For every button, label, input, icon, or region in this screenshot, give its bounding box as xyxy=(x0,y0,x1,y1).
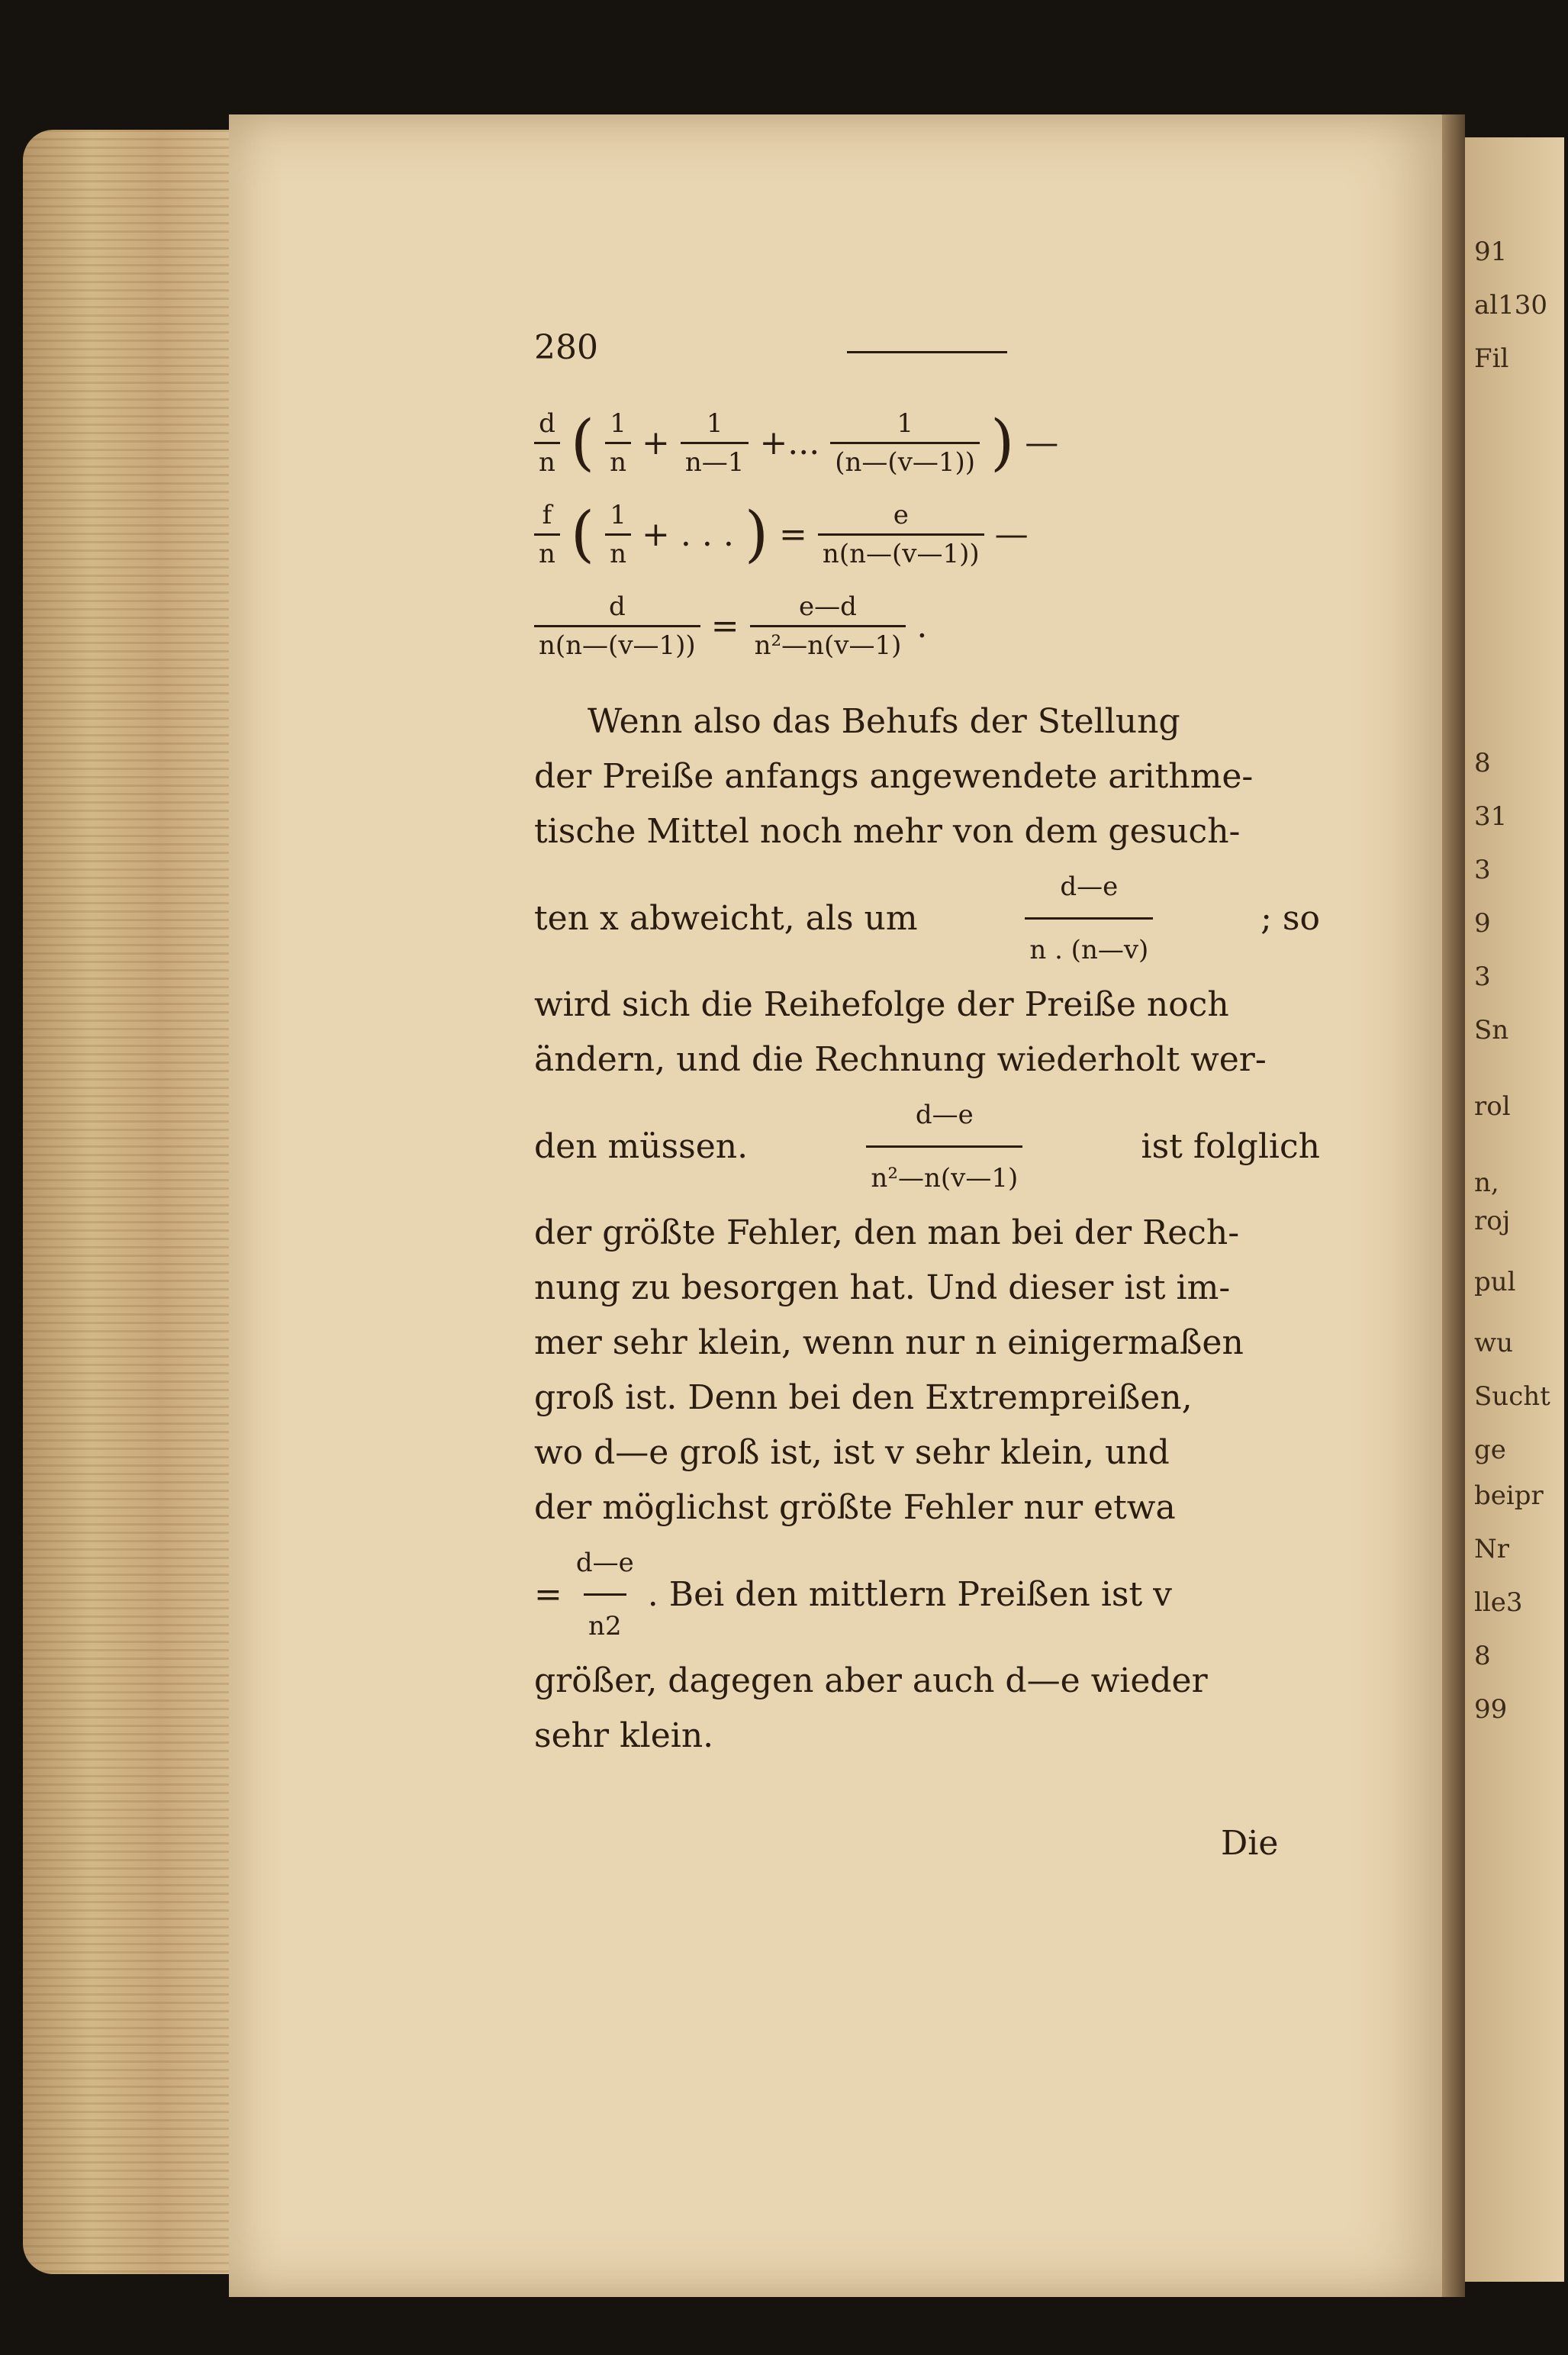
fraction-denominator: n xyxy=(605,533,631,569)
text-line: der Preiße anfangs angewendete arithme- xyxy=(534,757,1254,796)
text-line: nung zu besorgen hat. Und dieser ist im- xyxy=(534,1268,1231,1307)
operator: . xyxy=(916,606,928,646)
header-rule xyxy=(847,351,1007,353)
facing-text-fragment: 3 xyxy=(1474,855,1491,885)
facing-page-edge xyxy=(1465,137,1564,2282)
page-content xyxy=(534,328,1320,1863)
facing-text-fragment: 9 xyxy=(1474,908,1491,939)
facing-text-fragment: Sn xyxy=(1474,1015,1509,1045)
fraction-denominator: n2 xyxy=(584,1593,626,1654)
fraction-denominator: n—1 xyxy=(681,442,749,478)
facing-text-fragment: pul xyxy=(1474,1267,1516,1297)
text-segment: den müssen. xyxy=(534,1126,749,1166)
fraction-denominator: (n—(v—1)) xyxy=(830,442,980,478)
fraction-numerator: f xyxy=(542,499,552,530)
book-gutter xyxy=(1442,114,1465,2297)
fraction xyxy=(605,500,631,569)
page-edges xyxy=(23,130,252,2274)
facing-text-fragment: al130 xyxy=(1474,290,1548,321)
fraction xyxy=(681,408,749,478)
catchword: Die xyxy=(1221,1824,1279,1863)
formula-line-1 xyxy=(534,397,1320,488)
fraction-numerator: d—e xyxy=(915,1100,974,1130)
equals-sign: = xyxy=(710,606,739,646)
facing-text-fragment: lle3 xyxy=(1474,1587,1523,1618)
fraction xyxy=(1025,859,1153,978)
formula-line-2 xyxy=(534,488,1320,580)
facing-text-fragment: 8 xyxy=(1474,1641,1491,1671)
facing-text-fragment: 31 xyxy=(1474,801,1508,832)
text-line: der möglichst größte Fehler nur etwa xyxy=(534,1488,1176,1527)
text-segment: ; so xyxy=(1261,898,1320,938)
fraction-numerator: d—e xyxy=(1060,871,1119,902)
fraction-denominator: n xyxy=(534,442,560,478)
fraction-numerator: 1 xyxy=(706,408,723,439)
facing-text-fragment: Nr xyxy=(1474,1534,1510,1564)
fraction-denominator: n(n—(v—1)) xyxy=(534,625,700,661)
facing-text-fragment: 8 xyxy=(1474,748,1491,778)
close-paren: ) xyxy=(744,498,769,569)
fraction-numerator: d—e xyxy=(575,1548,634,1578)
operator: + xyxy=(642,423,670,462)
text-line: wo d—e groß ist, ist v sehr klein, und xyxy=(534,1433,1170,1472)
text-line: der größte Fehler, den man bei der Rech- xyxy=(534,1213,1240,1252)
facing-text-fragment: ge xyxy=(1474,1435,1506,1465)
facing-text-fragment: beipr xyxy=(1474,1480,1544,1511)
fraction-denominator: n . (n—v) xyxy=(1025,917,1153,978)
text-line: größer, dagegen aber auch d—e wieder xyxy=(534,1661,1208,1700)
fraction-numerator: 1 xyxy=(897,408,913,439)
text-line xyxy=(534,859,1320,978)
text-line: tische Mittel noch mehr von dem gesuch- xyxy=(534,812,1241,851)
fraction-denominator: n xyxy=(605,442,631,478)
fraction-numerator: e—d xyxy=(799,591,857,622)
text-segment: . Bei den mittlern Preißen ist v xyxy=(647,1574,1173,1614)
facing-text-fragment: 3 xyxy=(1474,962,1491,992)
operator: + . . . xyxy=(642,514,734,554)
fraction-denominator: n²—n(v—1) xyxy=(866,1145,1022,1206)
text-line: Wenn also das Behufs der Stellung xyxy=(588,702,1180,741)
facing-text-fragment: rol xyxy=(1474,1091,1511,1122)
page-number: 280 xyxy=(534,328,598,367)
text-segment: ten x abweicht, als um xyxy=(534,898,918,938)
facing-text-fragment: 99 xyxy=(1474,1694,1508,1725)
text-line xyxy=(534,1535,1320,1654)
facing-text-fragment: Sucht xyxy=(1474,1381,1550,1412)
facing-text-fragment: wu xyxy=(1474,1328,1513,1358)
operator: — xyxy=(994,514,1029,554)
fraction xyxy=(534,591,700,661)
fraction xyxy=(534,408,560,478)
fraction xyxy=(605,408,631,478)
text-line: ändern, und die Rechnung wiederholt wer- xyxy=(534,1040,1267,1079)
page-header xyxy=(534,328,1320,382)
facing-text-fragment: n, xyxy=(1474,1168,1499,1198)
formula-block xyxy=(534,397,1320,672)
equals-sign: = xyxy=(779,514,807,554)
fraction-denominator: n²—n(v—1) xyxy=(750,625,906,661)
equals-sign: = xyxy=(534,1574,562,1614)
fraction-numerator: d xyxy=(608,591,626,622)
open-paren: ( xyxy=(570,407,595,478)
text-line: mer sehr klein, wenn nur n einigermaßen xyxy=(534,1323,1244,1362)
operator: — xyxy=(1025,423,1059,462)
fraction-numerator: e xyxy=(893,499,909,530)
fraction xyxy=(571,1535,639,1654)
fraction-numerator: 1 xyxy=(610,499,626,530)
text-line xyxy=(534,1087,1320,1206)
open-paren: ( xyxy=(570,498,595,569)
text-segment: ist folglich xyxy=(1141,1126,1320,1166)
fraction-denominator: n xyxy=(534,533,560,569)
fraction-denominator: n(n—(v—1)) xyxy=(818,533,984,569)
facing-text-fragment: Fil xyxy=(1474,343,1509,374)
formula-line-3 xyxy=(534,580,1320,672)
fraction-numerator: d xyxy=(539,408,555,439)
fraction xyxy=(534,500,560,569)
fraction xyxy=(750,591,906,661)
facing-text-fragment: roj xyxy=(1474,1206,1511,1236)
text-line: wird sich die Reihefolge der Preiße noch xyxy=(534,985,1229,1024)
fraction xyxy=(866,1087,1022,1206)
fraction xyxy=(830,408,980,478)
fraction-numerator: 1 xyxy=(610,408,626,439)
fraction xyxy=(818,500,984,569)
text-line: groß ist. Denn bei den Extrempreißen, xyxy=(534,1378,1193,1417)
body-paragraph xyxy=(534,694,1320,1764)
close-paren: ) xyxy=(990,407,1015,478)
text-line: sehr klein. xyxy=(534,1716,714,1755)
facing-text-fragment: 91 xyxy=(1474,237,1508,267)
operator: +... xyxy=(759,423,820,462)
